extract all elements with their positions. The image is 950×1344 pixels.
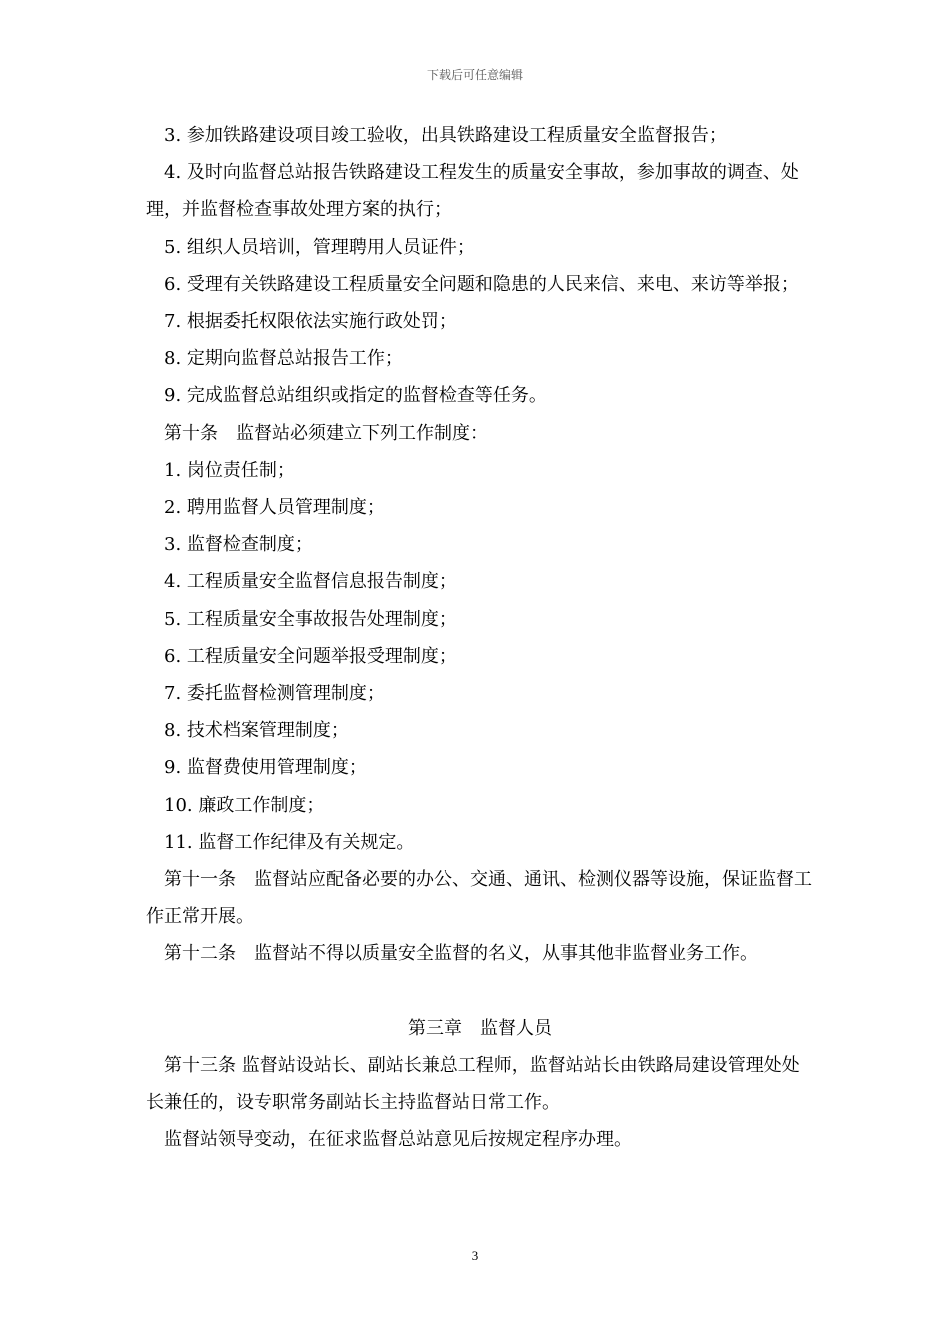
page-number: 3 <box>471 1248 479 1263</box>
list-item: 8. 技术档案管理制度； <box>164 720 349 742</box>
paragraph: 5. 组织人员培训，管理聘用人员证件； <box>164 236 475 258</box>
chapter-title: 第三章 监督人员 <box>408 1017 552 1039</box>
list-item: 3. 监督检查制度； <box>164 534 313 556</box>
paragraph: 第十二条 监督站不得以质量安全监督的名义，从事其他非监督业务工作。 <box>164 943 758 965</box>
list-item: 1. 岗位责任制； <box>164 459 295 481</box>
paragraph: 8. 定期向监督总站报告工作； <box>164 348 403 370</box>
paragraph: 3. 参加铁路建设项目竣工验收，出具铁路建设工程质量安全监督报告； <box>164 125 727 146</box>
list-item: 7. 委托监督检测管理制度； <box>164 683 385 705</box>
paragraph: 第十一条 监督站应配备必要的办公、交通、通讯、检测仪器等设施，保证监督工作正常开展。 <box>146 869 812 928</box>
paragraph: 监督站领导变动，在征求监督总站意见后按规定程序办理。 <box>164 1129 632 1151</box>
list-item: 11. 监督工作纪律及有关规定。 <box>164 831 415 853</box>
paragraph: 4. 及时向监督总站报告铁路建设工程发生的质量安全事故，参加事故的调查、处理，并监督检查事故处理方案的执行； <box>146 162 799 221</box>
list-item: 5. 工程质量安全事故报告处理制度； <box>164 608 457 630</box>
list-item: 10. 廉政工作制度； <box>164 794 325 816</box>
page-header: 下载后可任意编辑 <box>426 68 523 82</box>
list-item: 2. 聘用监督人员管理制度； <box>164 497 385 519</box>
paragraph: 第十三条 监督站设站长、副站长兼总工程师，监督站站长由铁路局建设管理处处长兼任的，设专职常务副站长主持监督站日常工作。 <box>146 1054 800 1114</box>
paragraph: 9. 完成监督总站组织或指定的监督检查等任务。 <box>164 385 547 407</box>
list-item: 4. 工程质量安全监督信息报告制度； <box>164 571 457 593</box>
list-item: 9. 监督费使用管理制度； <box>164 757 367 779</box>
document-body <box>146 117 814 1158</box>
article-heading: 第十条 监督站必须建立下列工作制度： <box>164 422 488 444</box>
list-item: 6. 工程质量安全问题举报受理制度； <box>164 645 457 667</box>
paragraph: 7. 根据委托权限依法实施行政处罚； <box>164 311 457 333</box>
paragraph: 6. 受理有关铁路建设工程质量安全问题和隐患的人民来信、来电、来访等举报； <box>164 273 799 295</box>
